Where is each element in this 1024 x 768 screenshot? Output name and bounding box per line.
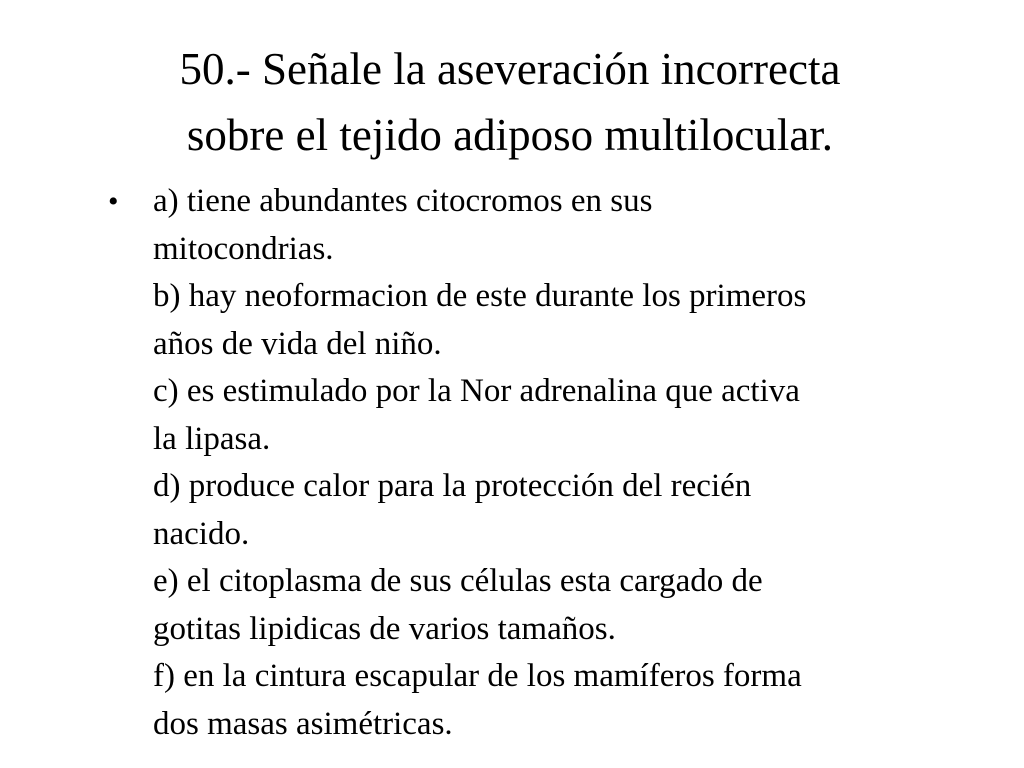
title-line-1: 50.- Señale la aseveración incorrecta	[179, 44, 841, 94]
option-c-line-2: la lipasa.	[153, 420, 271, 457]
question-body	[108, 178, 988, 748]
title-line-2: sobre el tejido adiposo multilocular.	[186, 110, 834, 160]
option-e-line-1: e) el citoplasma de sus células esta cargado de	[153, 563, 763, 599]
slide-title	[100, 36, 920, 168]
option-d-line-1: d) produce calor para la protección del recién	[153, 468, 752, 504]
option-f-line-1: f) en la cintura escapular de los mamíferos forma	[153, 658, 802, 694]
answer-options	[153, 178, 806, 748]
option-c-line-1: c) es estimulado por la Nor adrenalina que activa	[153, 373, 800, 409]
option-b-line-2: años de vida del niño.	[153, 325, 442, 362]
option-f-line-2: dos masas asimétricas.	[153, 705, 453, 742]
option-e-line-2: gotitas lipidicas de varios tamaños.	[153, 610, 616, 647]
option-a-line-1: a) tiene abundantes citocromos en sus	[153, 183, 653, 219]
bullet-point: •	[108, 185, 119, 218]
bullet-item	[108, 178, 988, 748]
option-b-line-1: b) hay neoformacion de este durante los primeros	[153, 278, 807, 314]
option-d-line-2: nacido.	[153, 515, 250, 552]
option-a-line-2: mitocondrias.	[153, 230, 334, 267]
